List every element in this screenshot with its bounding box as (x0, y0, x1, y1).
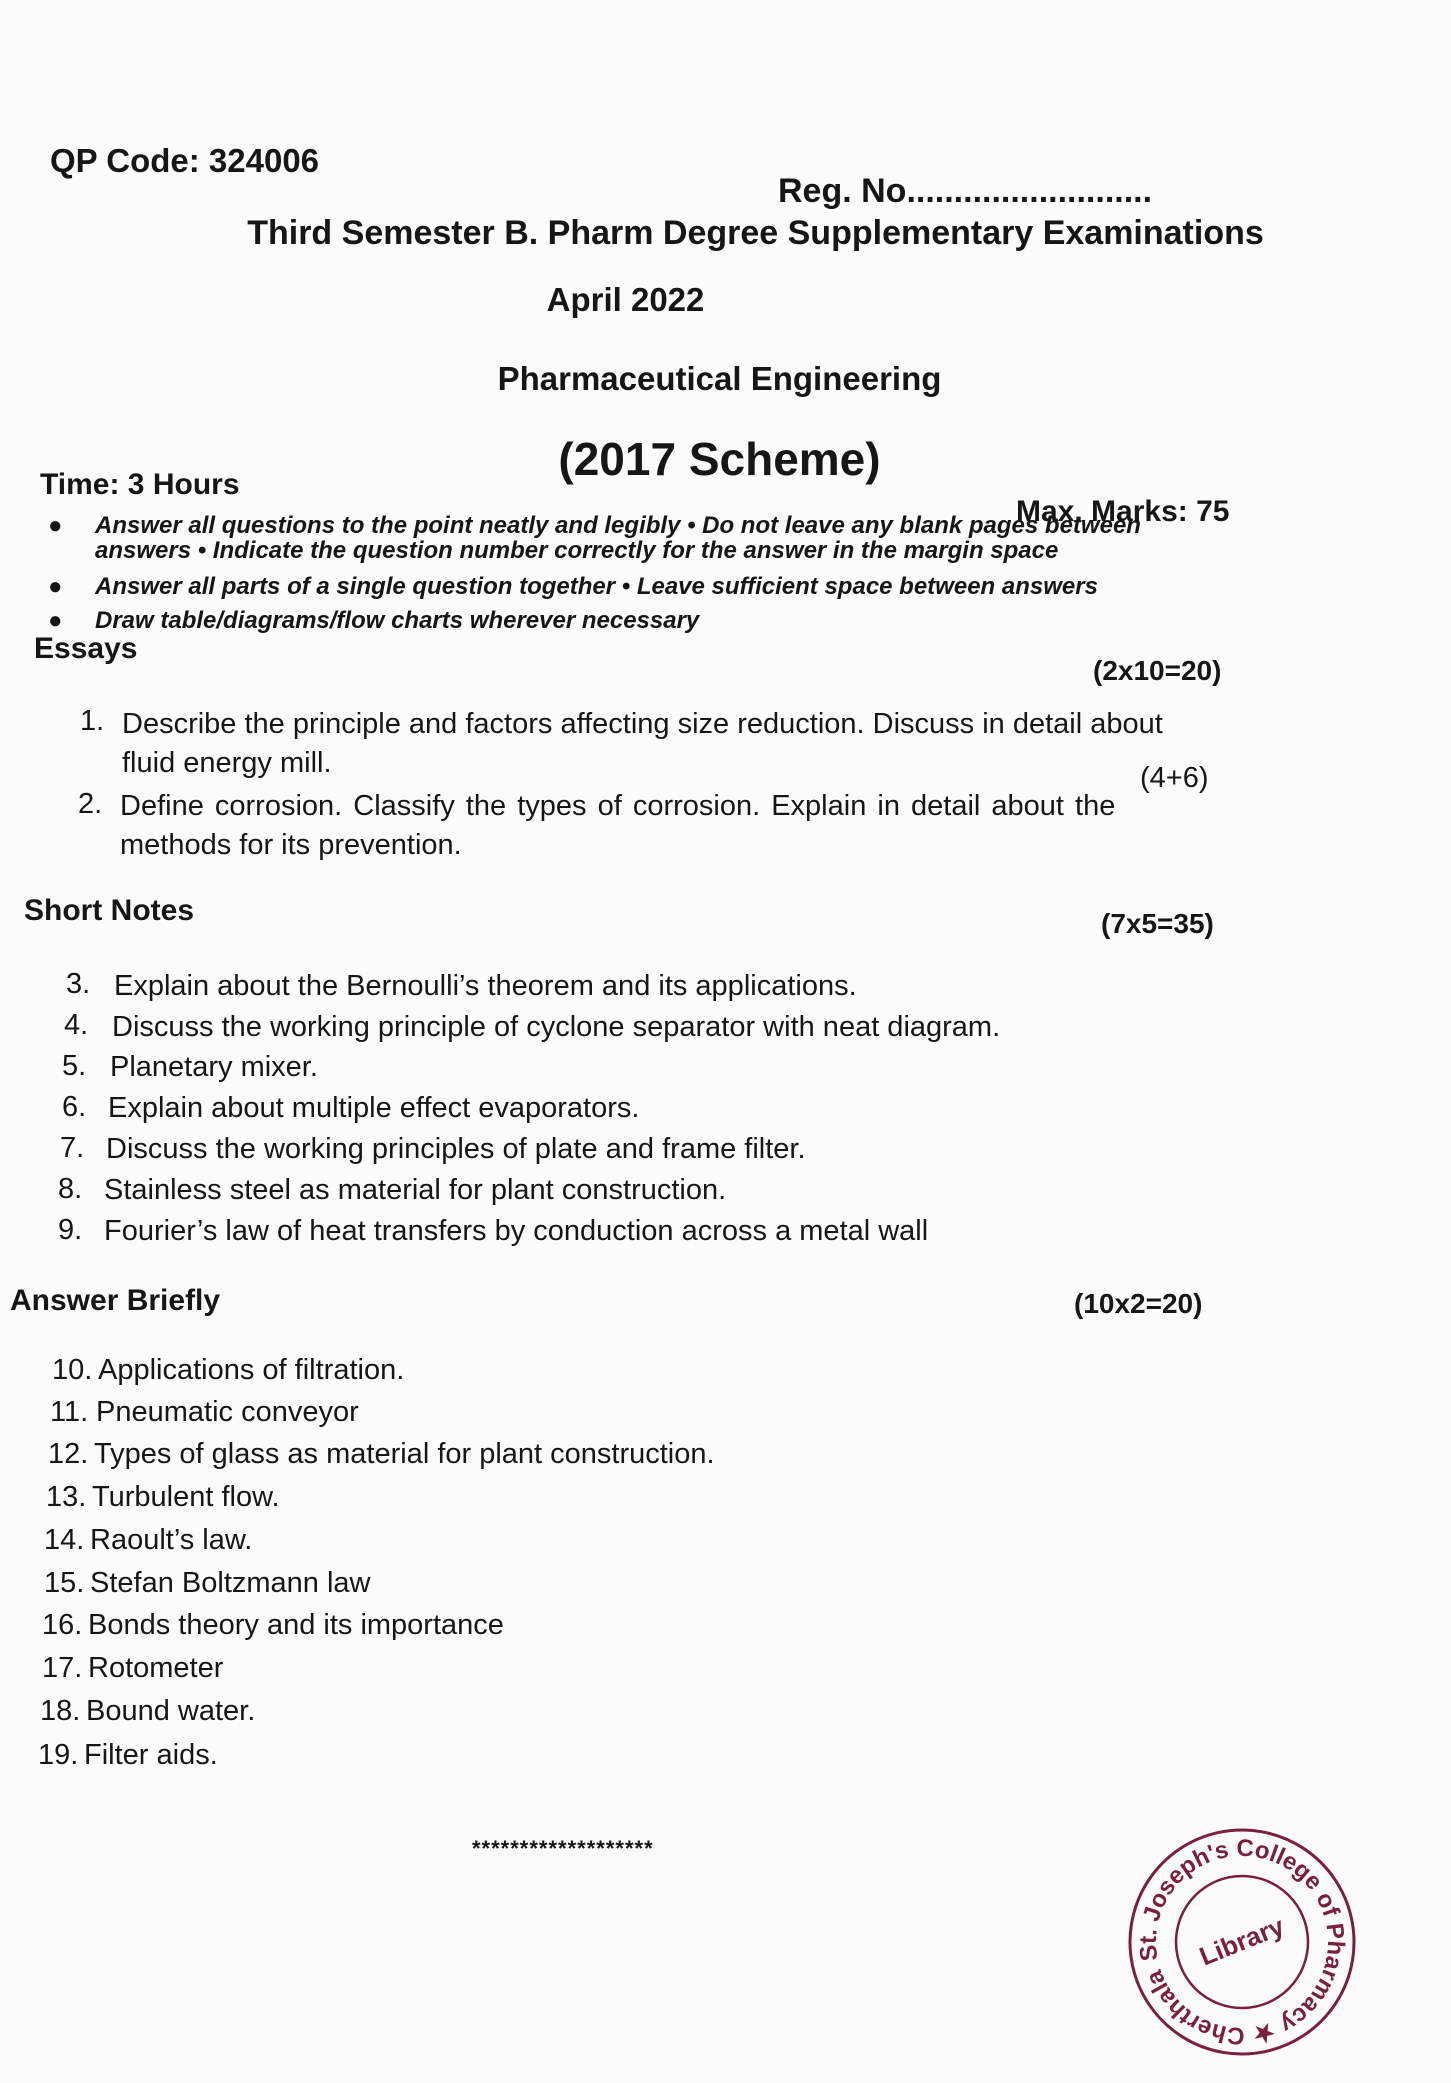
qp-code: QP Code: 324006 (50, 142, 320, 179)
question-number: 19. (38, 1739, 79, 1771)
max-marks: Max. Marks: 75 (1016, 495, 1230, 528)
question-number: 1. (80, 705, 105, 737)
section-marks-short-notes: (7x5=35) (1101, 908, 1214, 939)
question-number: 2. (78, 788, 103, 820)
question-text: Discuss the working principle of cyclone separator with neat diagram. (112, 1011, 1001, 1043)
subject-title: Pharmaceutical Engineering (497, 360, 942, 397)
question-text: Explain about the Bernoulli’s theorem and its applications. (114, 970, 857, 1002)
section-marks-answer-briefly: (10x2=20) (1074, 1288, 1203, 1319)
question-text: Applications of filtration. (98, 1354, 405, 1386)
question-text: Types of glass as material for plant construction. (94, 1438, 715, 1470)
question-number: 11. (50, 1396, 89, 1428)
question-number: 5. (62, 1050, 87, 1082)
question-number: 10. (52, 1354, 93, 1386)
bullet-icon: ● (48, 512, 63, 539)
section-heading-answer-briefly: Answer Briefly (10, 1284, 221, 1317)
question-text: Discuss the working principles of plate and frame filter. (106, 1133, 806, 1165)
question-text: methods for its prevention. (120, 829, 462, 861)
question-text: fluid energy mill. (122, 747, 332, 779)
instruction-line: answers • Indicate the question number correctly for the answer in the margin space (95, 537, 1059, 564)
question-text: Define corrosion. Classify the types of corrosion. Explain in detail about the (120, 790, 1116, 822)
question-number: 3. (66, 968, 91, 1000)
question-number: 12. (48, 1438, 89, 1470)
question-text: Raoult’s law. (90, 1524, 253, 1556)
svg-text:Library: Library (1195, 1910, 1289, 1972)
question-number: 7. (60, 1132, 85, 1164)
question-number: 14. (44, 1524, 85, 1556)
question-text: Filter aids. (84, 1739, 218, 1771)
reg-no: Reg. No.......................... (778, 172, 1153, 210)
section-marks-essays: (2x10=20) (1093, 655, 1222, 686)
question-text: Turbulent flow. (92, 1481, 280, 1513)
section-heading-essays: Essays (34, 632, 138, 665)
question-number: 18. (40, 1695, 81, 1727)
instruction-line: Answer all questions to the point neatly and legibly • Do not leave any blank pages between (95, 512, 1141, 539)
question-mark-split: (4+6) (1140, 762, 1209, 794)
library-stamp-icon (1122, 1822, 1362, 2062)
question-number: 17. (42, 1652, 83, 1684)
question-text: Rotometer (88, 1652, 224, 1684)
bullet-icon: ● (48, 607, 63, 634)
question-text: Stainless steel as material for plant construction. (104, 1174, 727, 1206)
bullet-icon: ● (48, 573, 63, 600)
question-number: 6. (62, 1091, 87, 1123)
question-text: Bonds theory and its importance (88, 1609, 504, 1641)
time-allowed: Time: 3 Hours (40, 468, 240, 501)
question-text: Fourier’s law of heat transfers by conduction across a metal wall (104, 1215, 929, 1247)
question-text: Explain about multiple effect evaporators. (108, 1092, 640, 1124)
question-number: 13. (46, 1481, 87, 1513)
instruction-line: Answer all parts of a single question together • Leave sufficient space between answers (95, 573, 1098, 600)
question-number: 8. (58, 1173, 83, 1205)
question-text: Bound water. (86, 1695, 256, 1727)
question-number: 9. (58, 1214, 83, 1246)
question-text: Stefan Boltzmann law (90, 1567, 371, 1599)
scheme-title: (2017 Scheme) (558, 433, 881, 485)
end-of-paper-stars: ******************* (472, 1836, 654, 1861)
exam-date: April 2022 (546, 281, 705, 318)
question-text: Describe the principle and factors affecting size reduction. Discuss in detail about (122, 708, 1163, 740)
question-text: Pneumatic conveyor (96, 1396, 359, 1428)
section-heading-short-notes: Short Notes (24, 894, 195, 927)
exam-title: Third Semester B. Pharm Degree Supplementary Examinations (247, 214, 1264, 252)
instruction-line: Draw table/diagrams/flow charts wherever necessary (95, 607, 700, 634)
question-number: 4. (64, 1009, 89, 1041)
question-text: Planetary mixer. (110, 1051, 318, 1083)
question-number: 16. (42, 1609, 83, 1641)
question-number: 15. (44, 1567, 85, 1599)
handwritten-mark (748, 0, 908, 14)
svg-text:St. Joseph's College of Pharma: St. Joseph's College of Pharmacy ★ Cherthala (1134, 1834, 1350, 2050)
